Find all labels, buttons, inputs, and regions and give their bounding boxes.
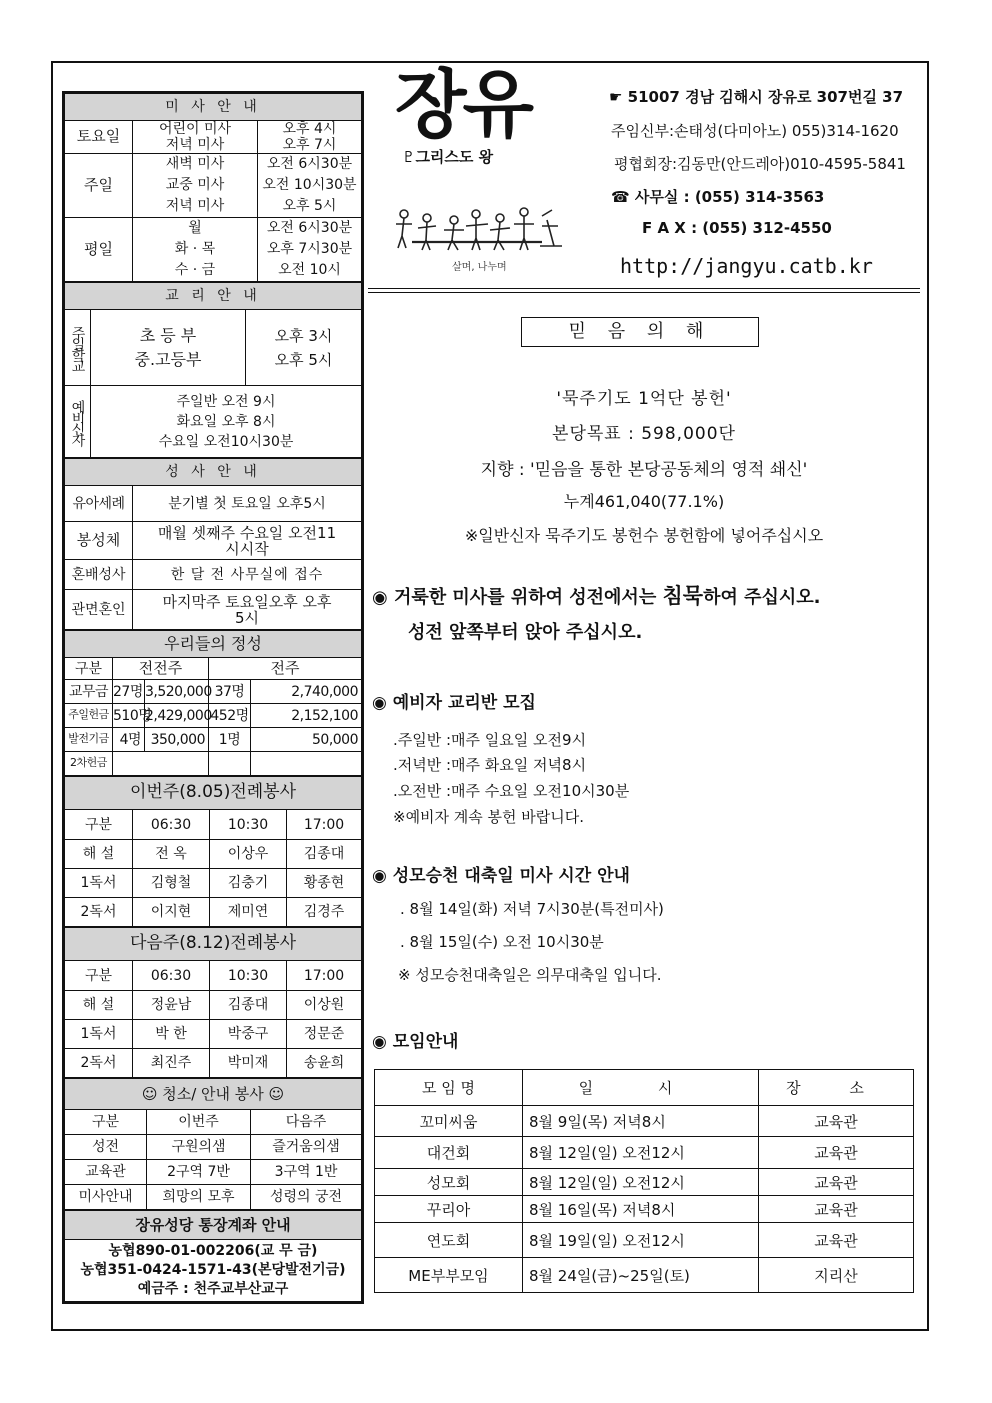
catechumen-label: 예비신자 [65, 386, 91, 458]
service-person: 황종현 [287, 869, 362, 898]
cleaning-team: 3구역 1반 [251, 1160, 362, 1185]
community-illustration [392, 196, 567, 276]
mass-item: 월 [188, 220, 202, 237]
service-label: 2독서 [65, 898, 133, 927]
meeting-header: 일 시 [523, 1070, 759, 1106]
meeting-time: 8월 12일(일) 오전12시 [523, 1137, 759, 1169]
cleaning-table [64, 1078, 362, 1210]
meeting-place: 교육관 [759, 1169, 914, 1196]
mass-item: 화 · 목 [174, 241, 216, 258]
offering-label: 교무금 [65, 680, 113, 704]
logo-caption: 살며, 나누며 [452, 262, 507, 273]
meeting-header: 모 임 명 [375, 1070, 523, 1106]
cleaning-header: 구분 [65, 1110, 147, 1135]
service-label: 해 설 [65, 840, 133, 869]
cleaning-team: 희망의 모후 [147, 1185, 251, 1210]
meeting-name: 대건회 [375, 1137, 523, 1169]
rosary-note: ※일반신자 묵주기도 봉헌수 봉헌함에 넣어주십시오 [464, 526, 824, 545]
saturday-label: 토요일 [65, 121, 133, 154]
next-week-table [64, 927, 362, 1078]
service-person: 박미재 [210, 1049, 287, 1078]
service-person: 최진주 [133, 1049, 210, 1078]
mass-item: 새벽 미사 [165, 156, 225, 173]
mass-item: 수 · 금 [174, 262, 216, 279]
meeting-name: 꾸리아 [375, 1196, 523, 1223]
service-person: 김충기 [210, 869, 287, 898]
sunday-label: 주일 [65, 154, 133, 218]
header-divider [368, 292, 920, 293]
address-line: ☛ 51007 경남 김해시 장유로 307번길 37 [609, 88, 904, 106]
website-link[interactable]: http://jangyu.catb.kr [620, 254, 873, 278]
silence-emphasis: 침묵 [662, 584, 704, 608]
rosary-title: '묵주기도 1억단 봉헌' [556, 389, 732, 409]
cleaning-label: 교육관 [65, 1160, 147, 1185]
cleaning-team: 2구역 7반 [147, 1160, 251, 1185]
cleaning-header: 이번주 [147, 1110, 251, 1135]
offering-amount: 2,740,000 [251, 680, 362, 704]
offering-count: 452명 [209, 704, 251, 728]
mass-time: 오후 7시30분 [266, 241, 353, 258]
service-label: 1독서 [65, 1020, 133, 1049]
service-header: 10:30 [210, 810, 287, 840]
sacrament-label: 봉성체 [65, 522, 133, 560]
meeting-name: 연도회 [375, 1223, 523, 1258]
service-header: 06:30 [133, 810, 210, 840]
doctrine-title: 교 리 안 내 [65, 283, 362, 310]
assumption-title: ◉ 성모승천 대축일 미사 시간 안내 [372, 866, 630, 886]
meeting-time: 8월 9일(목) 저녁8시 [523, 1106, 759, 1137]
account-line: 농협890-01-002206(교 무 금) [108, 1243, 318, 1260]
assumption-line: ※ 성모승천대축일은 의무대축일 입니다. [398, 966, 662, 984]
cleaning-label: 미사안내 [65, 1185, 147, 1210]
catechism-line: .저녁반 :매주 화요일 저녁8시 [393, 756, 587, 774]
mass-time: 오전 10시 [278, 262, 341, 279]
cleaning-label: 성전 [65, 1135, 147, 1160]
meeting-place: 교육관 [759, 1196, 914, 1223]
catechism-line: .오전반 :매주 수요일 오전10시30분 [393, 782, 630, 800]
mass-time: 오후 7시 [282, 137, 337, 154]
service-person: 정윤남 [133, 991, 210, 1020]
mass-time: 오전 6시30분 [266, 156, 353, 173]
pastor-line: 주임신부:손태성(다미아노) 055)314-1620 [611, 122, 899, 140]
sacrament-value: 한 달 전 사무실에 접수 [133, 560, 362, 590]
meeting-place: 교육관 [759, 1223, 914, 1258]
offering-count: 37명 [209, 680, 251, 704]
mass-item: 저녁 미사 [165, 198, 225, 215]
meeting-name: ME부부모임 [375, 1258, 523, 1293]
offering-title: 우리들의 정성 [65, 631, 362, 658]
offering-label: 발전기금 [65, 728, 113, 752]
intention: 지향 : '믿음을 통한 본당공동체의 영적 쇄신' [480, 460, 808, 480]
service-label: 2독서 [65, 1049, 133, 1078]
offering-header: 구분 [65, 658, 113, 680]
service-person: 박중구 [210, 1020, 287, 1049]
rosary-total: 누계461,040(77.1%) [563, 492, 725, 511]
offering-header: 전전주 [113, 658, 209, 680]
fax-line: F A X : (055) 312-4550 [642, 219, 832, 237]
school-time: 오후 3시 [274, 326, 333, 345]
silence-text: ◉ 거룩한 미사를 위하여 성전에서는 [372, 587, 663, 608]
silence-notice [372, 580, 821, 610]
offering-amount: 3,520,000 [145, 680, 209, 704]
meeting-time: 8월 19일(일) 오전12시 [523, 1223, 759, 1258]
logo-subtitle: ♇그리스도 왕 [402, 148, 494, 166]
catechism-line: .주일반 :매주 일요일 오전9시 [393, 731, 587, 749]
meeting-place: 교육관 [759, 1137, 914, 1169]
service-label: 1독서 [65, 869, 133, 898]
meeting-place: 지리산 [759, 1258, 914, 1293]
catechism-title: ◉ 예비자 교리반 모집 [372, 693, 536, 713]
mass-item: 교중 미사 [165, 177, 225, 194]
sunday-school-label: 주일학교 [65, 310, 91, 386]
meeting-time: 8월 12일(일) 오전12시 [523, 1169, 759, 1196]
school-item: 중.고등부 [134, 349, 202, 369]
catechumen-line: 수요일 오전10시30분 [158, 433, 294, 450]
mass-item: 저녁 미사 [165, 137, 225, 154]
meeting-header: 장 소 [759, 1070, 914, 1106]
mass-table [64, 93, 362, 282]
sacrament-title: 성 사 안 내 [65, 459, 362, 486]
service-header: 06:30 [133, 961, 210, 991]
offering-count: 1명 [209, 728, 251, 752]
account-line: 농협351-0424-1571-43(본당발전기금) [80, 1262, 346, 1279]
meetings-title: ◉ 모임안내 [372, 1032, 459, 1052]
sacrament-label: 유아세례 [65, 486, 133, 522]
next-week-title: 다음주(8.12)전례봉사 [65, 928, 362, 961]
service-person: 이상원 [287, 991, 362, 1020]
assumption-line: . 8월 15일(수) 오전 10시30분 [400, 933, 604, 951]
meeting-time: 8월 24일(금)~25일(토) [523, 1258, 759, 1293]
offering-table [64, 630, 362, 776]
service-person: 제미연 [210, 898, 287, 927]
meetings-table [374, 1069, 914, 1293]
offering-label: 2차헌금 [65, 752, 113, 776]
cleaning-team: 구원의샘 [147, 1135, 251, 1160]
sacrament-label: 관면혼인 [65, 590, 133, 630]
sacrament-table [64, 458, 362, 630]
offering-count: 27명 [113, 680, 145, 704]
offering-count [209, 752, 251, 776]
seating-notice: 성전 앞쪽부터 앉아 주십시오. [408, 622, 643, 643]
cleaning-team: 성령의 궁전 [251, 1185, 362, 1210]
service-person: 김경주 [287, 898, 362, 927]
service-person: 송윤희 [287, 1049, 362, 1078]
service-header: 구분 [65, 961, 133, 991]
service-person: 이상우 [210, 840, 287, 869]
offering-amount: 350,000 [145, 728, 209, 752]
mass-time: 오전 10시30분 [262, 177, 357, 194]
service-header: 17:00 [287, 810, 362, 840]
offering-count: 4명 [113, 728, 145, 752]
service-header: 구분 [65, 810, 133, 840]
service-person: 전 옥 [133, 840, 210, 869]
service-label: 해 설 [65, 991, 133, 1020]
parish-logo: 장유 [395, 62, 530, 148]
offering-amount: 2,152,100 [251, 704, 362, 728]
offering-amount: 2,429,000 [145, 704, 209, 728]
cleaning-header: 다음주 [251, 1110, 362, 1135]
mass-item: 어린이 미사 [158, 121, 232, 137]
mass-time: 오후 4시 [282, 121, 337, 137]
this-week-title: 이번주(8.05)전례봉사 [65, 777, 362, 810]
office-phone: ☎ 사무실 : (055) 314-3563 [611, 188, 825, 206]
meeting-place: 교육관 [759, 1106, 914, 1137]
cleaning-team: 즐거움의샘 [251, 1135, 362, 1160]
school-time: 오후 5시 [274, 350, 333, 369]
sacrament-value: 매월 셋째주 수요일 오전11시시작 [133, 522, 362, 560]
sacrament-value: 마지막주 토요일오후 오후5시 [133, 590, 362, 630]
mass-time: 오전 6시30분 [266, 220, 353, 237]
left-column [62, 91, 364, 1304]
sacrament-label: 혼배성사 [65, 560, 133, 590]
service-person: 김종대 [210, 991, 287, 1020]
cleaning-title: ☺ 청소/ 안내 봉사 ☺ [65, 1079, 362, 1110]
catechism-line: ※예비자 계속 봉헌 바랍니다. [393, 808, 585, 826]
header-divider [368, 288, 920, 289]
offering-header: 전주 [209, 658, 362, 680]
weekday-label: 평일 [65, 218, 133, 282]
offering-amount [251, 752, 362, 776]
offering-amount [113, 752, 209, 776]
service-person: 김형철 [133, 869, 210, 898]
offering-count: 510명 [113, 704, 145, 728]
mass-time: 오후 5시 [282, 198, 337, 215]
service-person: 정문준 [287, 1020, 362, 1049]
catechumen-line: 주일반 오전 9시 [176, 393, 276, 410]
year-of-faith-title: 믿 음 의 해 [521, 317, 759, 347]
council-line: 평협회장:김동만(안드레아)010-4595-5841 [614, 155, 906, 173]
meeting-name: 꼬미씨움 [375, 1106, 523, 1137]
service-person: 박 한 [133, 1020, 210, 1049]
this-week-table [64, 776, 362, 927]
meeting-name: 성모회 [375, 1169, 523, 1196]
account-table [64, 1210, 362, 1302]
service-header: 10:30 [210, 961, 287, 991]
service-person: 김종대 [287, 840, 362, 869]
doctrine-table [64, 282, 362, 458]
offering-amount: 50,000 [251, 728, 362, 752]
service-header: 17:00 [287, 961, 362, 991]
offering-label: 주일헌금 [65, 704, 113, 728]
sacrament-value: 분기별 첫 토요일 오후5시 [133, 486, 362, 522]
account-holder: 예금주 : 천주교부산교구 [137, 1281, 289, 1298]
assumption-line: . 8월 14일(화) 저녁 7시30분(특전미사) [400, 900, 664, 918]
parish-goal: 본당목표 : 598,000단 [552, 424, 736, 444]
silence-text: 하여 주십시오. [703, 587, 821, 608]
catechumen-line: 화요일 오후 8시 [176, 413, 276, 430]
mass-title: 미 사 안 내 [65, 94, 362, 121]
school-item: 초 등 부 [139, 325, 197, 345]
meeting-time: 8월 16일(목) 저녁8시 [523, 1196, 759, 1223]
account-title: 장유성당 통장계좌 안내 [65, 1211, 362, 1240]
service-person: 이지현 [133, 898, 210, 927]
